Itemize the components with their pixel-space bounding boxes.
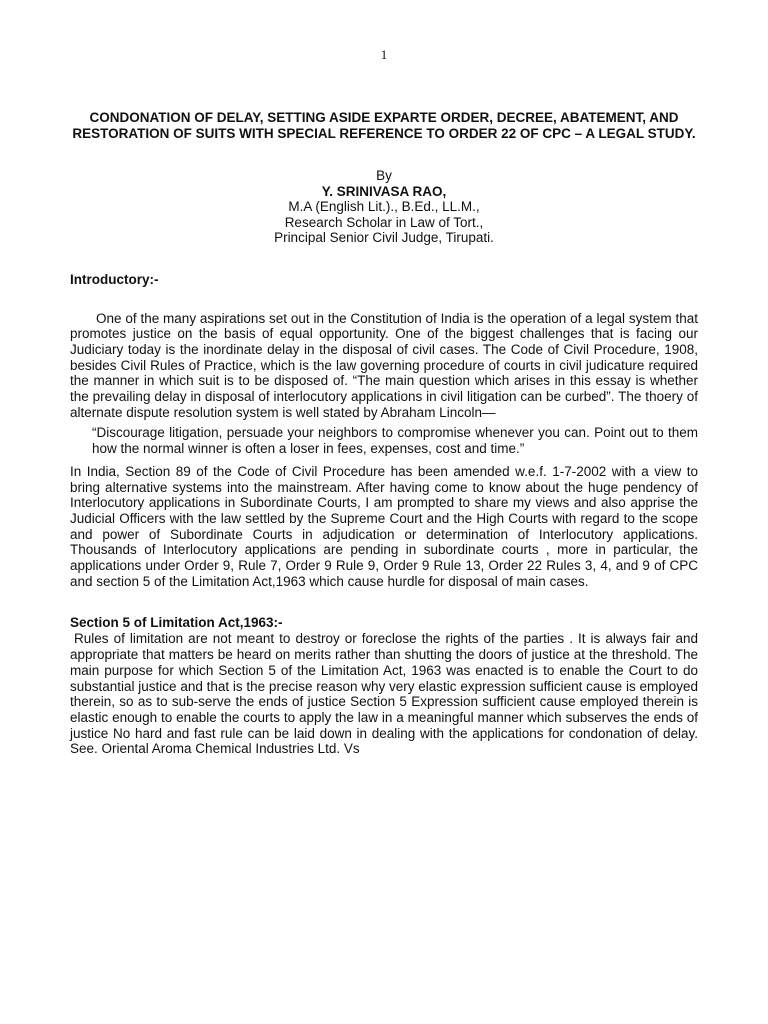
introductory-paragraph-2: In India, Section 89 of the Code of Civil Procedure has been amended w.e.f. 1-7-2002 with a view to bring alternative systems into the mainstream. After having come to know about the huge pendency of Interlocutory applications in Subordinate Courts, I am prompted to share my views and also apprise the Judicial Officers with the law settled by the Supreme Court and the High Courts with regard to the scope and power of Subordinate Courts in adjudication or determination of Interlocutory applications. Thousands of Interlocutory applications are pending in subordinate courts , more in particular, the applications under Order 9, Rule 7, Order 9 Rule 9, Order 9 Rule 13, Order 22 Rules 3, 4, and 9 of CPC and section 5 of the Limitation Act,1963 which cause hurdle for disposal of main cases. (70, 463, 698, 589)
author-position: Research Scholar in Law of Tort., (284, 214, 484, 230)
lincoln-quote: “Discourage litigation, persuade your neighbors to compromise whenever you can. Point out to them how the normal winner is often a loser in fees, expenses, cost and time.” (92, 425, 698, 457)
page-number: 1 (380, 47, 388, 62)
introductory-heading: Introductory:- (70, 271, 159, 287)
author-name: Y. SRINIVASA RAO, (321, 183, 447, 199)
author-qualifications: M.A (English Lit.)., B.Ed., LL.M., (288, 199, 480, 214)
section5-heading: Section 5 of Limitation Act,1963:- (70, 615, 283, 631)
document-title: CONDONATION OF DELAY, SETTING ASIDE EXPARTE ORDER, DECREE, ABATEMENT, AND RESTORATION OF SUITS WITH SPECIAL REFERENCE TO ORDER 22 OF CPC – A LEGAL STUDY. (72, 110, 696, 141)
author-designation: Principal Senior Civil Judge, Tirupati. (274, 230, 494, 245)
byline-by: By (376, 168, 392, 183)
byline (70, 168, 698, 246)
introductory-paragraph-1: One of the many aspirations set out in the Constitution of India is the operation of a legal system that promotes justice on the basis of equal opportunity. One of the biggest challenges that is facing our Judiciary today is the inordinate delay in the disposal of civil cases. The Code of Civil Procedure, 1908, besides Civil Rules of Practice, which is the law governing procedure of courts in civil judicature required the manner in which suit is to be disposed of. “The main question which arises in this essay is whether the prevailing delay in disposal of interlocutory applications in civil litigation can be curbed”. The thoery of alternate dispute resolution system is well stated by Abraham Lincoln— (70, 310, 698, 420)
section5-paragraph: Rules of limitation are not meant to destroy or foreclose the rights of the parties . It is always fair and appropriate that matters be heard on merits rather than shutting the doors of justice at the threshold. The main purpose for which Section 5 of the Limitation Act, 1963 was enacted is to enable the Court to do substantial justice and that is the precise reason why very elastic expression sufficient cause is employed therein, so as to sub-serve the ends of justice Section 5 Expression sufficient cause employed therein is elastic enough to enable the courts to apply the law in a meaningful manner which subserves the ends of justice No hard and fast rule can be laid down in dealing with the applications for condonation of delay. See. Oriental Aroma Chemical Industries Ltd. Vs (70, 631, 698, 757)
